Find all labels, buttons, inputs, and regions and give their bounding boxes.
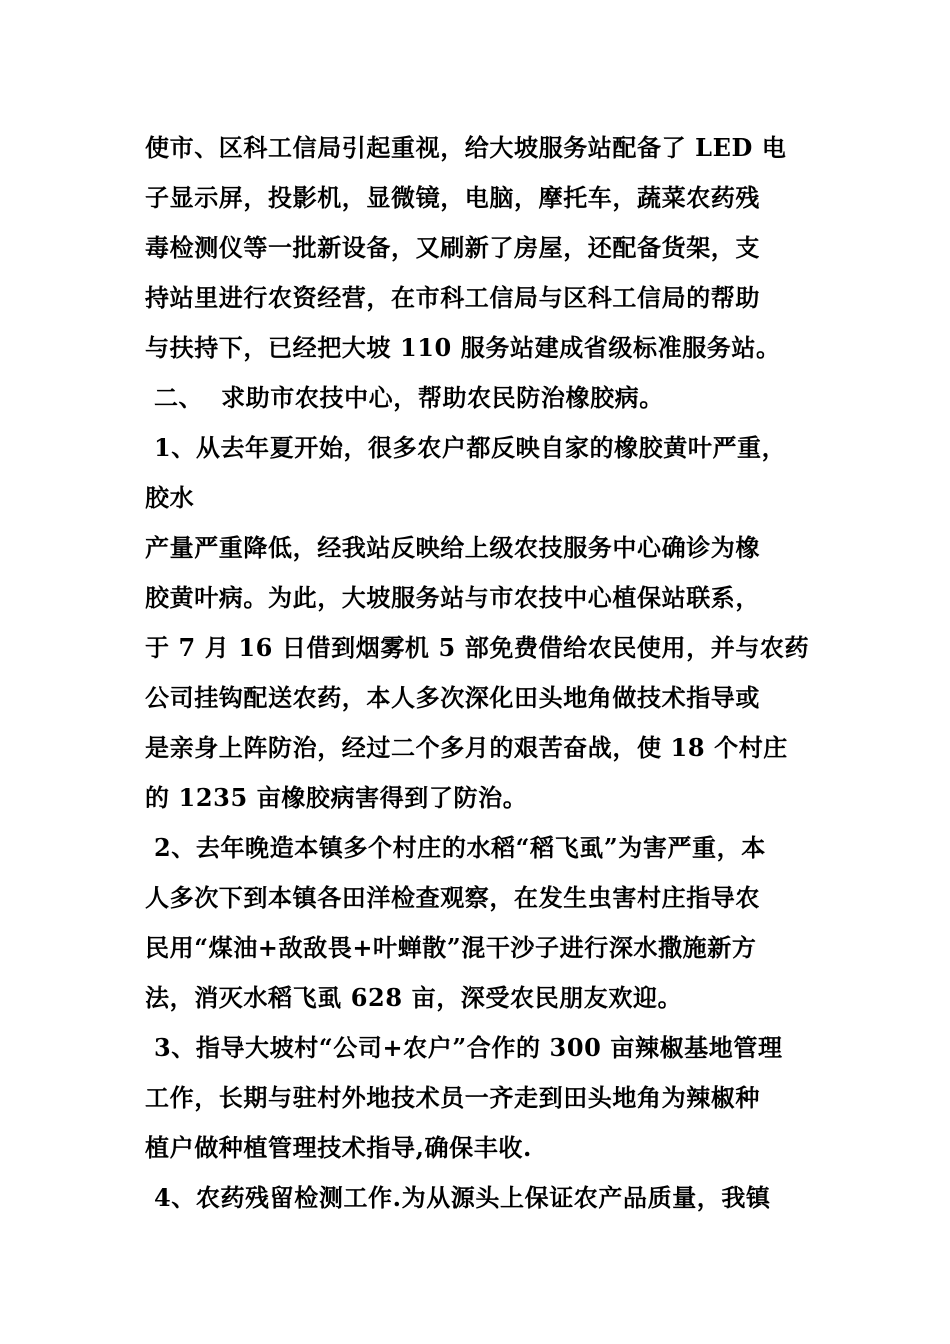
text-line: 植户做种植管理技术指导,确保丰收.	[145, 1133, 532, 1162]
text-line: 2、去年晚造本镇多个村庄的水稻“稻飞虱”为害严重，本	[145, 833, 766, 862]
text-line: 民用“煤油+敌敌畏+叶蝉散”混干沙子进行深水撒施新方	[145, 933, 757, 962]
text-line: 公司挂钩配送农药，本人多次深化田头地角做技术指导或	[145, 683, 760, 712]
text-line: 胶水	[145, 483, 195, 512]
text-line: 子显示屏，投影机，显微镜，电脑，摩托车，蔬菜农药残	[145, 183, 760, 212]
section-heading: 二、 求助市农技中心，帮助农民防治橡胶病。	[145, 383, 664, 412]
text-line: 3、指导大坡村“公司+农户”合作的 300 亩辣椒基地管理	[145, 1033, 783, 1062]
text-line: 产量严重降低，经我站反映给上级农技服务中心确诊为橡	[145, 533, 760, 562]
text-line: 1、从去年夏开始，很多农户都反映自家的橡胶黄叶严重，	[145, 433, 787, 462]
text-line: 持站里进行农资经营，在市科工信局与区科工信局的帮助	[145, 283, 760, 312]
text-line: 使市、区科工信局引起重视，给大坡服务站配备了 LED 电	[145, 133, 787, 162]
text-line: 与扶持下，已经把大坡 110 服务站建成省级标准服务站。	[145, 333, 781, 362]
text-line: 工作，长期与驻村外地技术员一齐走到田头地角为辣椒种	[145, 1083, 760, 1112]
text-line: 法，消灭水稻飞虱 628 亩，深受农民朋友欢迎。	[145, 983, 683, 1012]
text-line: 4、农药残留检测工作.为从源头上保证农产品质量，我镇	[145, 1183, 771, 1212]
text-line: 于 7 月 16 日借到烟雾机 5 部免费借给农民使用，并与农药	[145, 633, 810, 662]
text-line: 是亲身上阵防治，经过二个多月的艰苦奋战，使 18 个村庄	[145, 733, 788, 762]
text-line: 毒检测仪等一批新设备，又刷新了房屋，还配备货架，支	[145, 233, 760, 262]
text-line: 人多次下到本镇各田洋检查观察，在发生虫害村庄指导农	[145, 883, 760, 912]
text-line: 的 1235 亩橡胶病害得到了防治。	[145, 783, 528, 812]
text-line: 胶黄叶病。为此，大坡服务站与市农技中心植保站联系，	[145, 583, 760, 612]
